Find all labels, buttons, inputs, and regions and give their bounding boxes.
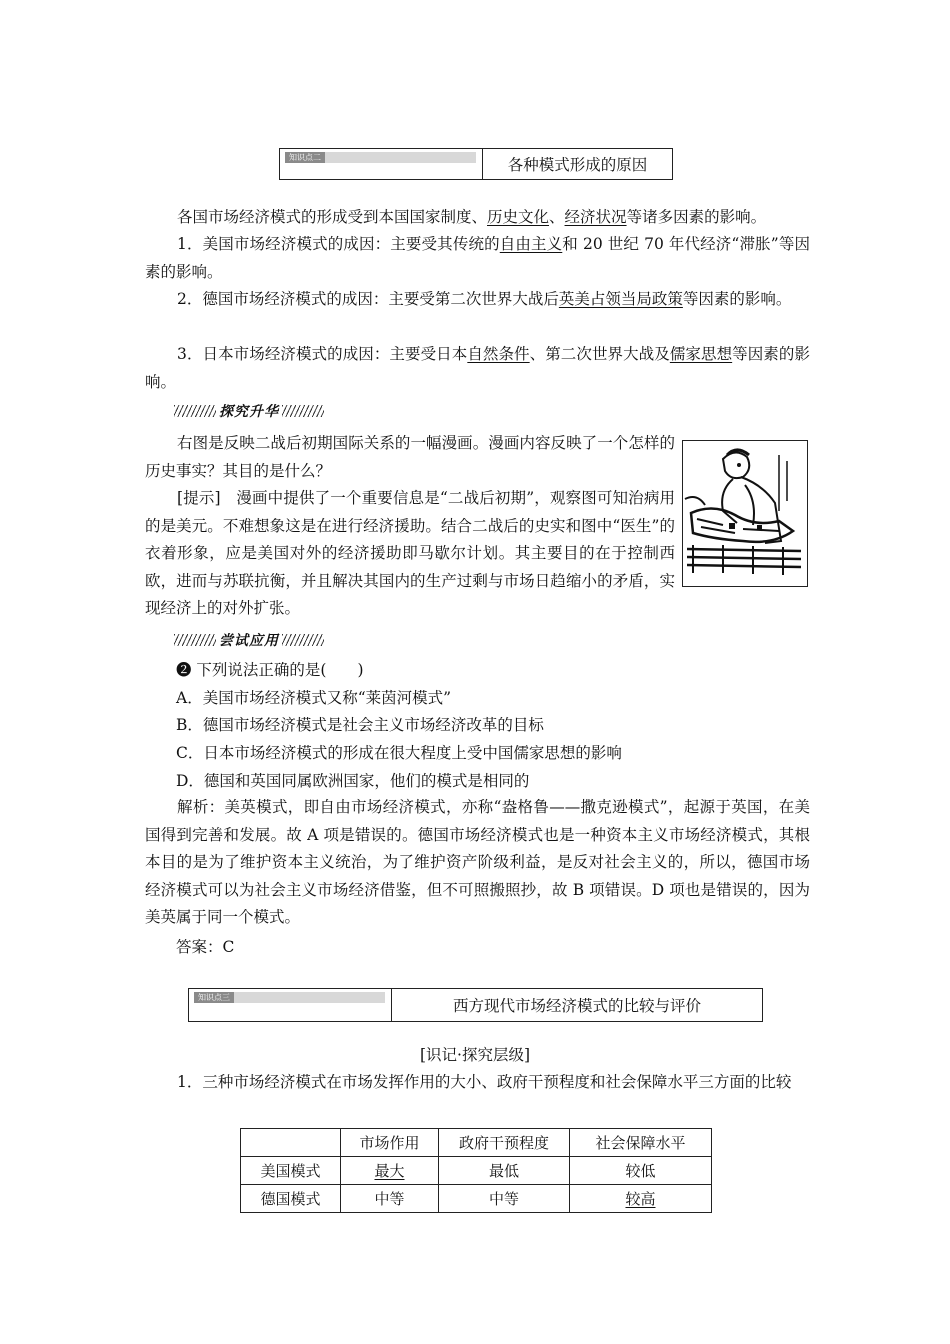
knowledge-box-3: [188, 988, 763, 1022]
comparison-table: [240, 1128, 712, 1213]
underlined-term: 英美占领当局政策: [558, 290, 683, 308]
text: 1．美国市场经济模式的成因：主要受其传统的: [177, 235, 500, 253]
explore-heading: [174, 402, 324, 420]
underlined-term: 儒家思想: [669, 345, 733, 363]
table-cell: 最低: [439, 1157, 570, 1185]
cartoon-drawing: [683, 441, 807, 586]
text: 3．日本市场经济模式的成因：主要受日本: [177, 345, 468, 363]
slash-decoration: [282, 634, 324, 646]
compare-intro: 1．三种市场经济模式在市场发挥作用的大小、政府干预程度和社会保障水平三方面的比较: [177, 1073, 792, 1091]
reason-japan: [145, 341, 810, 396]
underlined-term: 自由主义: [499, 235, 563, 253]
header-cell: 社会保障水平: [570, 1129, 712, 1157]
knowledge-tag: [280, 149, 483, 179]
underlined-term: 历史文化: [487, 208, 550, 226]
option-c: C．日本市场经济模式的形成在很大程度上受中国儒家思想的影响: [176, 744, 622, 762]
row-label: 美国模式: [241, 1157, 341, 1185]
table-header-row: [241, 1129, 712, 1157]
try-heading: [174, 631, 324, 649]
reason-germany: [145, 286, 810, 314]
level-label: [识记·探究层级]: [419, 1046, 531, 1064]
row-label: 德国模式: [241, 1185, 341, 1213]
underlined-term: 最大: [374, 1162, 405, 1180]
table-cell: [570, 1185, 712, 1213]
header-cell: [241, 1129, 341, 1157]
table-cell: [341, 1157, 439, 1185]
table-cell: 中等: [439, 1185, 570, 1213]
text: 、: [549, 208, 565, 226]
analysis-paragraph: 解析：美英模式，即自由市场经济模式，亦称“盎格鲁——撒克逊模式”，起源于英国，在美国得到完善和发展。故 A 项是错误的。德国市场经济模式也是一种资本主义市场经济模式，其根本目的是为了维护资本主义统治，为了维护资产阶级利益，是反对社会主义的，所以，德国市场经济模式可以为社会主义市场经济借鉴，但不可照搬照抄，故 B 项错误。D 项也是错误的，因为美英属于同一个模式。: [145, 798, 810, 926]
text: 2．德国市场经济模式的成因：主要受第二次世界大战后: [177, 290, 559, 308]
explore-question: 右图是反映二战后初期国际关系的一幅漫画。漫画内容反映了一个怎样的历史事实？其目的是什么？: [145, 434, 675, 480]
knowledge-tag: [189, 989, 392, 1021]
text: 等因素的影响。: [682, 290, 792, 308]
underlined-term: 经济状况: [564, 208, 627, 226]
text: 、第二次世界大战及: [529, 345, 670, 363]
option-b: B．德国市场经济模式是社会主义市场经济改革的目标: [176, 716, 544, 734]
reason-usa: [145, 231, 810, 286]
slash-decoration: [174, 405, 216, 417]
marshall-plan-cartoon: [682, 440, 808, 587]
explore-hint: [提示] 漫画中提供了一个重要信息是“二战后初期”，观察图可知治病用的是美元。不难想象这是在进行经济援助。结合二战后的史实和图中“医生”的衣着形象，应是美国对外的经济援助即马歇尔计划。其主要目的在于控制西欧，进而与苏联抗衡，并且解决其国内的生产过剩与市场日趋缩小的矛盾，实现经济上的对外扩张。: [145, 489, 675, 617]
answer-line: 答案：C: [176, 938, 235, 956]
slash-decoration: [174, 634, 216, 646]
knowledge-box-2: [279, 148, 673, 180]
underlined-term: 自然条件: [467, 345, 530, 363]
table-cell: 较低: [570, 1157, 712, 1185]
table-cell: 中等: [341, 1185, 439, 1213]
slash-decoration: [282, 405, 324, 417]
option-a: A．美国市场经济模式又称“莱茵河模式”: [176, 689, 452, 707]
text: 和 20 世纪 70 年代经济“滞胀”等因素的影响。: [145, 235, 810, 281]
text: 各国市场经济模式的形成受到本国国家制度、: [177, 208, 488, 226]
table-row: [241, 1157, 712, 1185]
underlined-term: 较高: [625, 1190, 656, 1208]
explore-label: 探究升华: [219, 404, 279, 420]
try-label: 尝试应用: [219, 633, 279, 649]
header-cell: 政府干预程度: [439, 1129, 570, 1157]
intro-paragraph: [145, 204, 810, 232]
knowledge-title: 各种模式形成的原因: [507, 156, 648, 174]
knowledge-title: 西方现代市场经济模式的比较与评价: [452, 997, 701, 1015]
question-stem: ❷ 下列说法正确的是( ): [176, 661, 364, 679]
knowledge-badge: 知识点三: [194, 992, 234, 1003]
option-d: D．德国和英国同属欧洲国家，他们的模式是相同的: [176, 772, 530, 790]
text: 等因素的影响。: [145, 345, 810, 391]
table-row: [241, 1185, 712, 1213]
header-cell: 市场作用: [341, 1129, 439, 1157]
knowledge-badge: 知识点二: [285, 152, 325, 163]
text: 等诸多因素的影响。: [626, 208, 767, 226]
